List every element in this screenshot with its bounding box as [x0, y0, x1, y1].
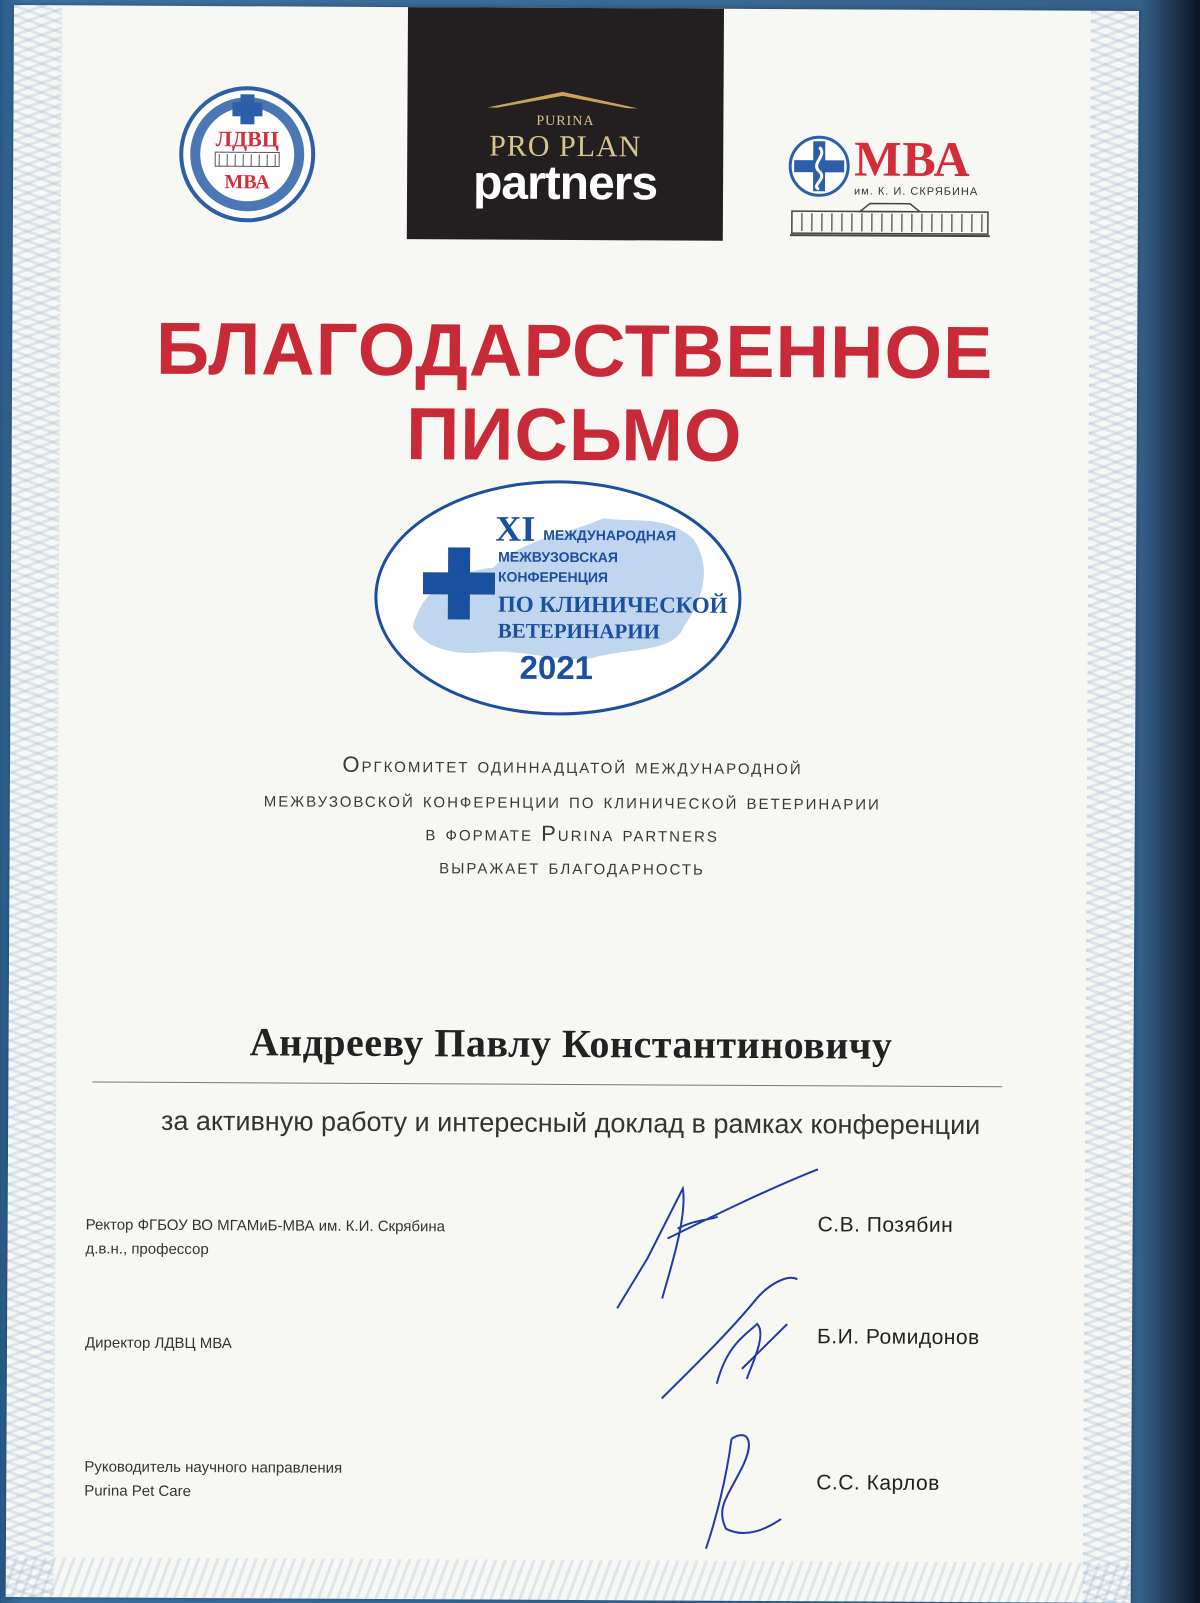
badge-line4: ПО КЛИНИЧЕСКОЙ — [498, 592, 728, 618]
roof-icon — [487, 90, 637, 111]
ldvc-logo-text: ЛДВЦ — [216, 126, 279, 151]
signatory-2-name: Б.И. Ромидонов — [817, 1325, 980, 1350]
conference-2021-badge — [372, 477, 743, 719]
purina-proplan-partners-logo — [407, 5, 724, 241]
badge-line5: ВЕТЕРИНАРИИ — [498, 619, 660, 644]
academy-building-icon — [790, 201, 990, 238]
badge-roman-numeral: XI — [495, 509, 535, 549]
partners-wordmark: partners — [407, 155, 723, 212]
intro-line3: в формате Purina partners — [10, 813, 1135, 854]
recipient-name: Андрееву Павлу Константиновичу — [8, 1017, 1133, 1070]
certificate-title-line1: БЛАГОДАРСТВЕННОЕ — [12, 305, 1137, 396]
signatory-3-title-line1: Руководитель научного направления — [84, 1455, 342, 1480]
signatory-1-title-line2: д.в.н., профессор — [85, 1237, 445, 1263]
signatory-3-title — [84, 1455, 342, 1504]
caduceus-icon — [788, 135, 850, 197]
mva-skryabin-logo — [788, 129, 999, 240]
signatory-3-title-line2: Purina Pet Care — [84, 1479, 342, 1504]
badge-line3: КОНФЕРЕНЦИЯ — [498, 569, 608, 586]
certificate-sheet — [6, 5, 1139, 1603]
mva-logo-name: МВА — [854, 129, 971, 188]
signatory-1-title — [85, 1213, 445, 1263]
intro-line2: межвузовской конференции по клинической ветеринарии — [10, 780, 1135, 821]
purina-wordmark: PURINA — [407, 113, 723, 131]
award-reason: за активную работу и интересный доклад в рамках конференции — [8, 1105, 1133, 1142]
signatory-3-name: С.С. Карлов — [816, 1471, 940, 1496]
signature-2 — [657, 1273, 808, 1404]
signature-3 — [686, 1419, 797, 1560]
ldvc-mva-seal-logo — [177, 84, 318, 225]
badge-line1: МЕЖДУНАРОДНАЯ — [543, 527, 676, 544]
badge-year: 2021 — [519, 649, 593, 686]
signatory-1-name: С.В. Позябин — [818, 1213, 954, 1238]
bottom-guilloche-border — [6, 1557, 1131, 1603]
signatory-2-title — [85, 1331, 232, 1356]
badge-line2: МЕЖВУЗОВСКАЯ — [498, 549, 618, 566]
certificate-title-line2: ПИСЬМО — [12, 389, 1137, 480]
intro-line1: Оргкомитет одиннадцатой международной — [10, 745, 1135, 786]
recipient-underline — [92, 1081, 1002, 1087]
intro-line4: выражает благодарность — [9, 846, 1134, 887]
proplan-wordmark: PRO PLAN — [407, 129, 723, 165]
mva-logo-text: МВА — [224, 171, 270, 193]
signatory-2-title-line1: Директор ЛДВЦ МВА — [85, 1331, 232, 1356]
signatory-1-title-line1: Ректор ФГБОУ ВО МГАМиБ-МВА им. К.И. Скрябина — [86, 1213, 446, 1239]
mva-logo-subtitle: им. К. И. СКРЯБИНА — [854, 185, 978, 198]
